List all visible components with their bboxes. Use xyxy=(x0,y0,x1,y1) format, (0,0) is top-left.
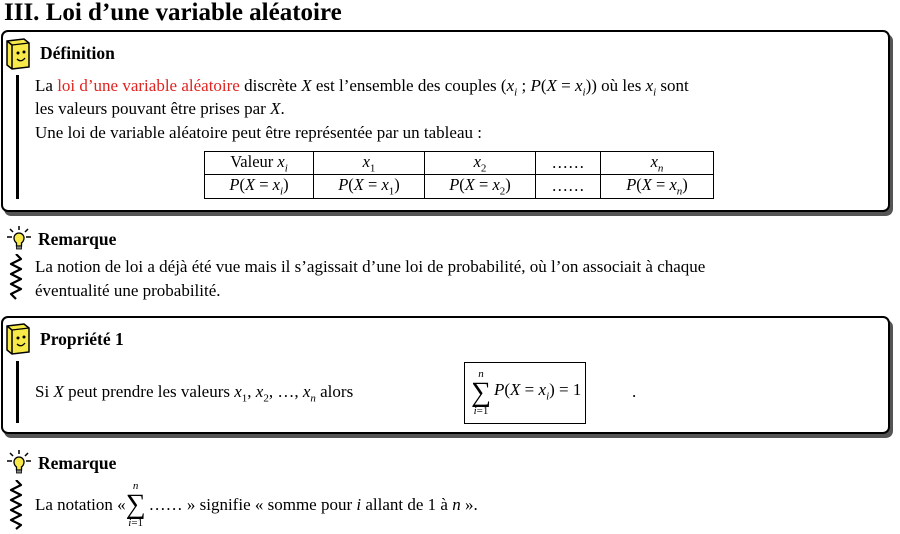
definition-bar xyxy=(16,75,19,199)
sum-formula-box: n ∑ i=1 $P(X = x_i) = 1$ xyxy=(464,362,586,424)
remark-1-heading: Remarque xyxy=(38,229,117,249)
book-icon xyxy=(4,322,32,356)
table-cell: $P(X = x_n)$ xyxy=(601,175,714,198)
section-title xyxy=(4,0,342,29)
zigzag-bar xyxy=(9,480,23,530)
table-cell: …… xyxy=(536,175,601,198)
definition-line-2: les valeurs pouvant être prises par X. xyxy=(35,99,285,118)
lightbulb-icon xyxy=(4,226,34,252)
remark-1-line-1: La notion de loi a déjà été vue mais il s’agissait d’une loi de probabilité, où l’on associait à chaque xyxy=(35,257,706,276)
book-icon xyxy=(4,37,32,71)
property-bar xyxy=(16,361,19,423)
key-term: loi d’une variable aléatoire xyxy=(57,76,240,95)
remark-2-text: La notation « n ∑ i=1 …… » signifie « somme pour i allant de 1 à n ». xyxy=(35,480,478,529)
property-heading: Propriété 1 xyxy=(40,329,124,349)
law-table xyxy=(204,151,714,199)
table-cell: Valeur $x_i$ xyxy=(205,152,314,175)
property-statement: Si X peut prendre les valeurs $x_1$, $x_2$, …, $x_n$ alors xyxy=(35,382,354,405)
section-number: III. xyxy=(4,0,40,26)
table-cell: $P(X = x_1)$ xyxy=(314,175,425,198)
table-cell: $P(X = x_2)$ xyxy=(425,175,536,198)
table-cell: …… xyxy=(536,152,601,175)
table-cell: $x_n$ xyxy=(601,152,714,175)
zigzag-bar xyxy=(9,254,23,300)
definition-line-1: La loi d’une variable aléatoire discrète X est l’ensemble des couples ($x_i$ ; $P(X = x_i)$) où les $x_i$ sont xyxy=(35,76,689,99)
lightbulb-icon xyxy=(4,450,34,476)
property-box xyxy=(1,316,890,434)
definition-line-3: Une loi de variable aléatoire peut être représentée par un tableau : xyxy=(35,123,482,142)
table-cell: $x_2$ xyxy=(425,152,536,175)
sum-symbol: n ∑ i=1 xyxy=(471,368,491,417)
table-row-probabilities xyxy=(205,175,714,198)
table-row-values xyxy=(205,152,714,175)
section-heading: Loi d’une variable aléatoire xyxy=(45,0,342,26)
sum-symbol: n ∑ i=1 xyxy=(125,480,146,529)
remark-2-heading: Remarque xyxy=(38,453,117,473)
table-cell: $P(X = x_i)$ xyxy=(205,175,314,198)
table-cell: $x_1$ xyxy=(314,152,425,175)
remark-1-line-2: éventualité une probabilité. xyxy=(35,281,221,300)
property-end: . xyxy=(632,382,637,401)
definition-heading: Définition xyxy=(40,43,115,63)
